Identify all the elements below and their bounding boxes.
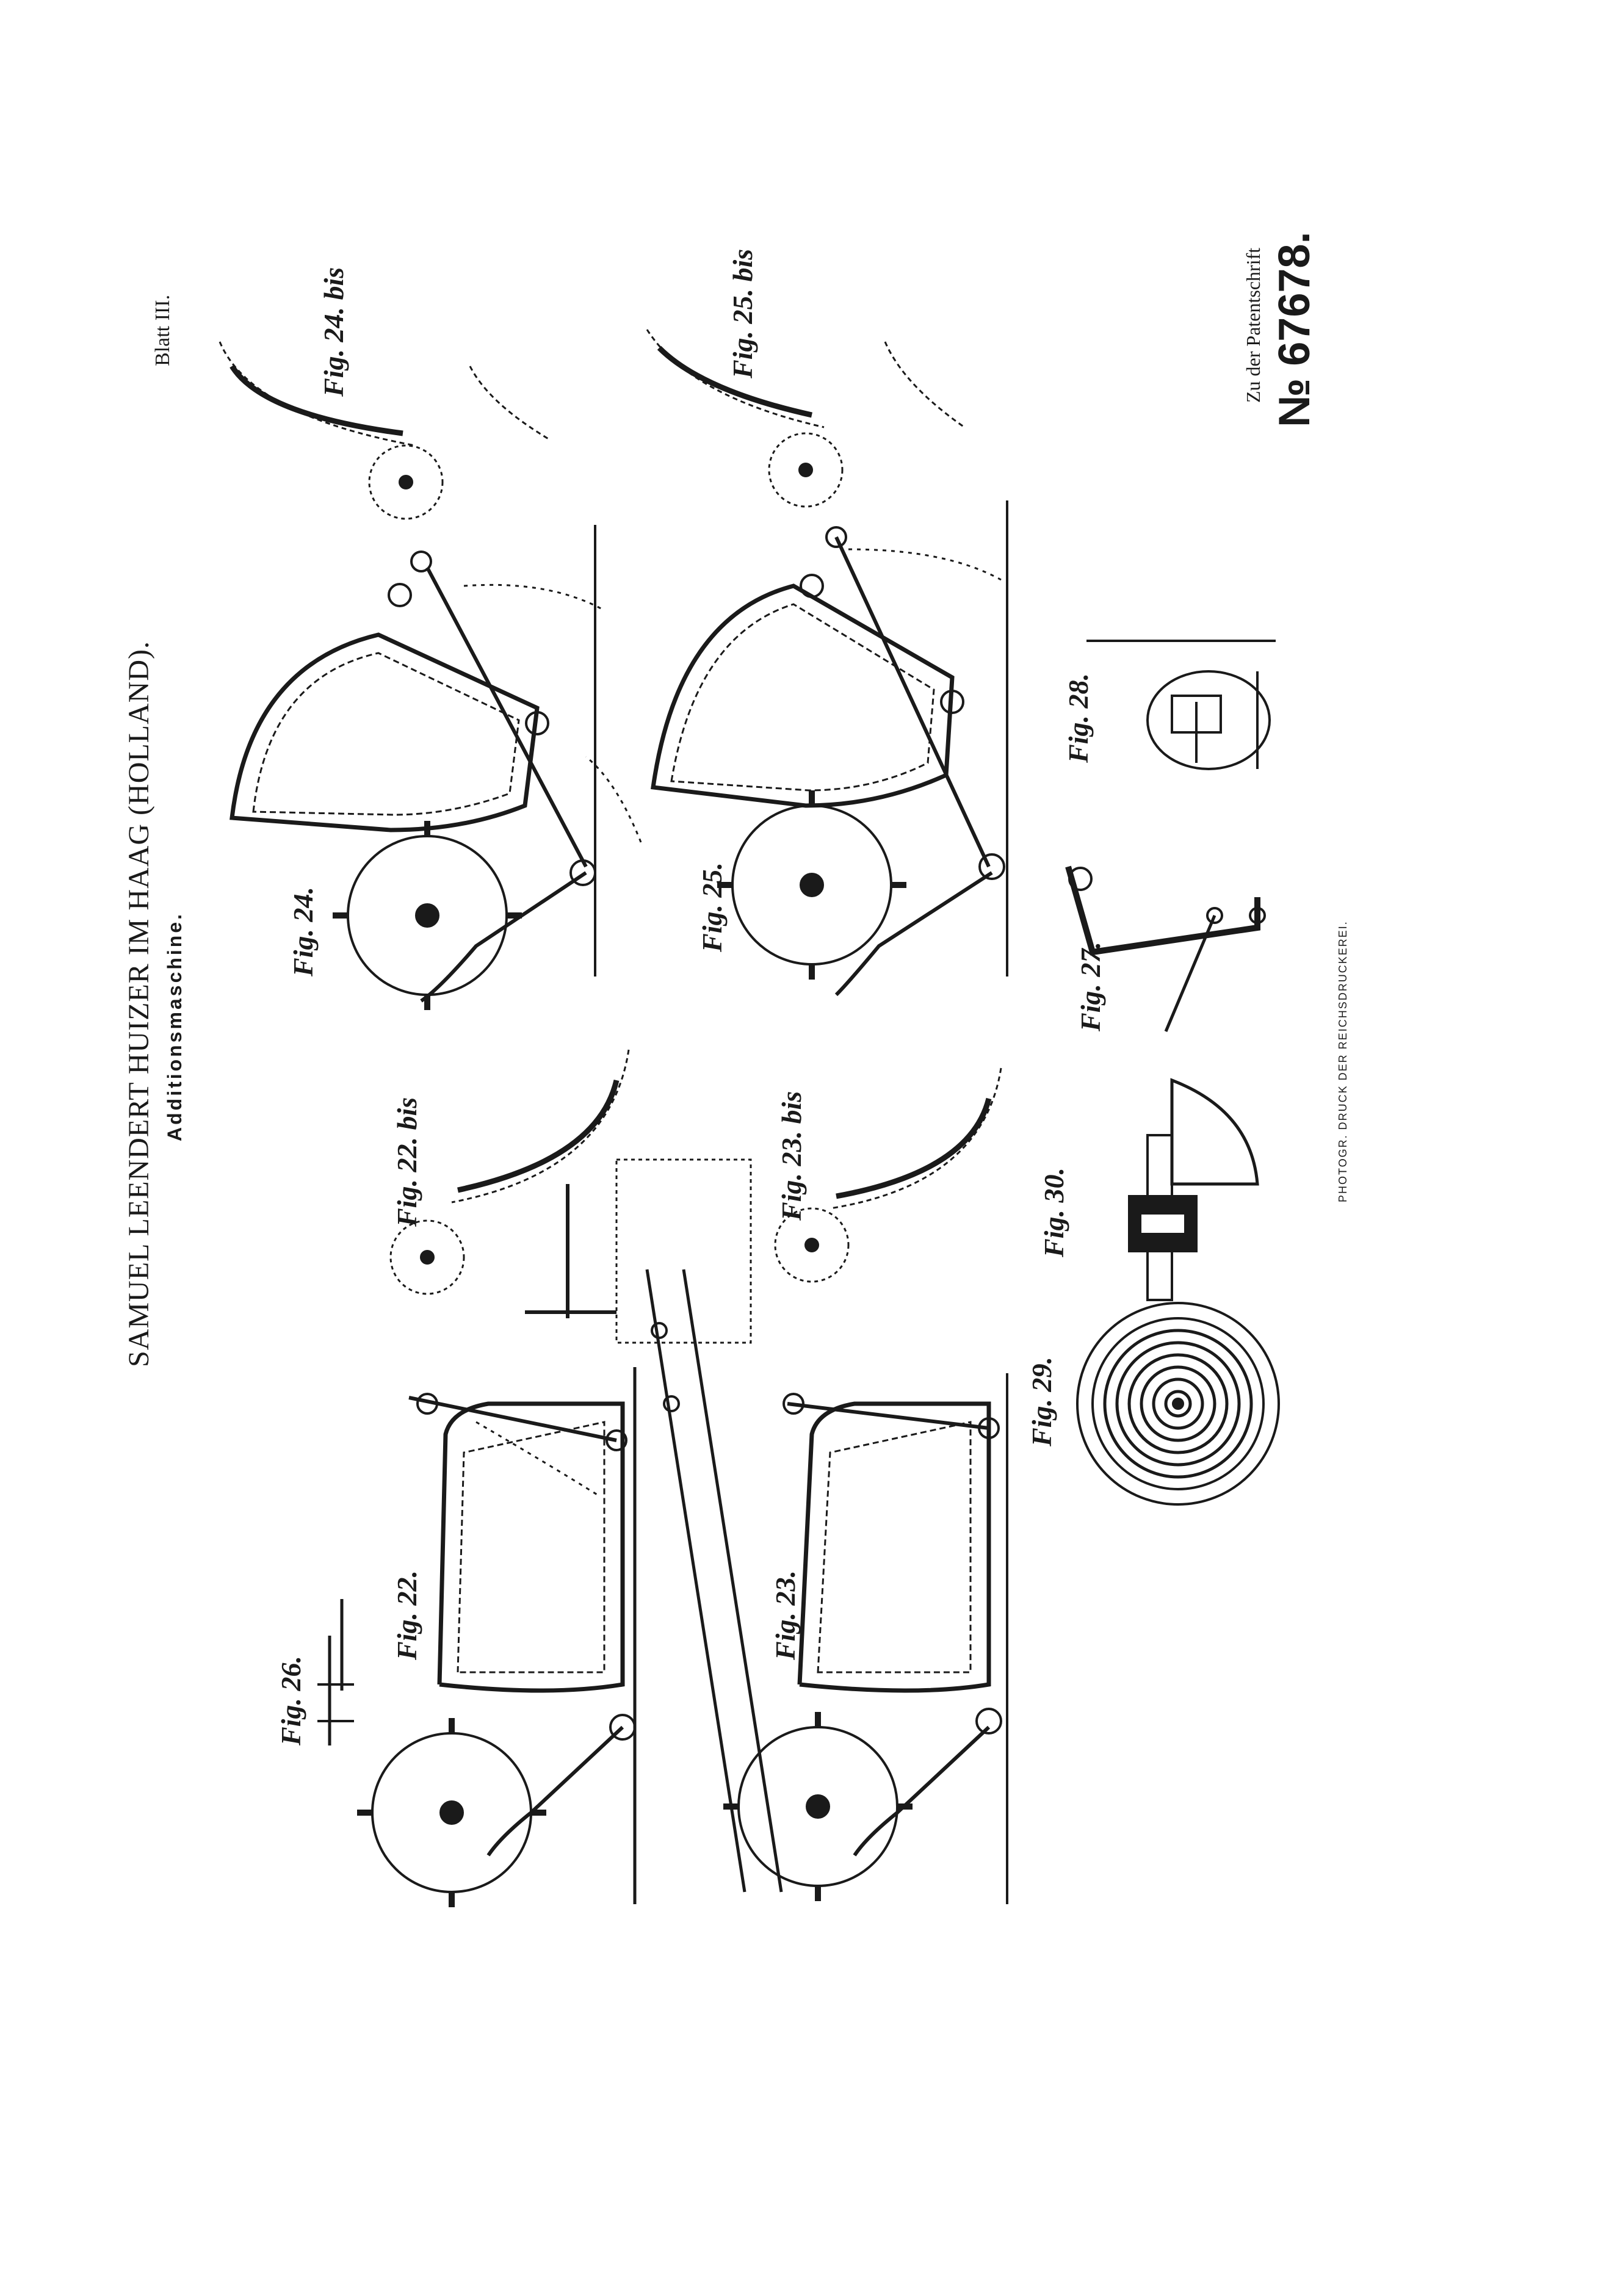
fig29-label: Fig. 29.: [1026, 1357, 1057, 1446]
patent-caption: Zu der Patentschrift: [1242, 247, 1264, 403]
machine-subtitle: Additionsmaschine.: [164, 911, 186, 1141]
fig26-label: Fig. 26.: [275, 1656, 306, 1745]
fig29-drawing: [1077, 1303, 1279, 1504]
fig23-drawing: [723, 1373, 1007, 1904]
fig24bis-drawing: [220, 342, 549, 519]
fig24-label: Fig. 24.: [287, 887, 319, 977]
fig25-label: Fig. 25.: [696, 862, 728, 952]
fig26-drawing: [317, 1599, 354, 1745]
patent-number: № 67678.: [1270, 231, 1319, 427]
fig24bis-label: Fig. 24. bis: [318, 267, 349, 397]
fig22bis-drawing: [391, 1050, 629, 1294]
fig25bis-drawing: [647, 330, 964, 507]
fig23-label: Fig. 23.: [770, 1570, 801, 1660]
fig22bis-label: Fig. 22. bis: [391, 1097, 422, 1227]
fig23bis-label: Fig. 23. bis: [776, 1091, 807, 1221]
fig30-drawing: [1129, 1135, 1196, 1300]
inventor-title: SAMUEL LEENDERT HUIZER IM HAAG (HOLLAND).: [123, 641, 155, 1367]
fig25bis-label: Fig. 25. bis: [727, 248, 758, 378]
sheet-label: Blatt III.: [151, 294, 174, 366]
fig28-label: Fig. 28.: [1063, 673, 1094, 763]
fig28-drawing: [1086, 641, 1276, 769]
fig30-label: Fig. 30.: [1038, 1168, 1069, 1257]
printer-line: PHOTOGR. DRUCK DER REICHSDRUCKEREI.: [1337, 920, 1349, 1202]
fig22-label: Fig. 22.: [391, 1570, 422, 1660]
fig23bis-drawing: [775, 1068, 1001, 1282]
fig27-label: Fig. 27.: [1075, 942, 1106, 1031]
